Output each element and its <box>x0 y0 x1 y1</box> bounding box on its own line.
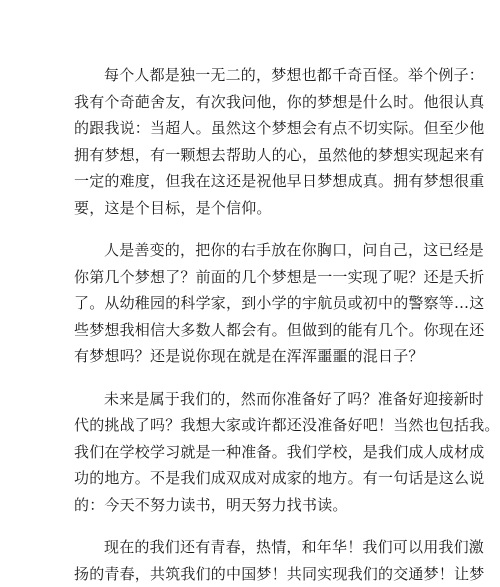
text-line: 功的地方。不是我们成双成对成家的地方。有一句话是这么说 <box>74 465 426 492</box>
text-line: 你第几个梦想了？前面的几个梦想是一一实现了呢？还是夭折 <box>74 264 426 291</box>
paragraph-1 <box>74 62 426 221</box>
text-line: 未来是属于我们的，然而你准备好了吗？准备好迎接新时 <box>74 386 426 413</box>
paragraph-2 <box>74 237 426 370</box>
text-line: 要，这是个目标，是个信仰。 <box>74 195 426 222</box>
text-line: 些梦想我相信大多数人都会有。但做到的能有几个。你现在还 <box>74 317 426 344</box>
text-line: 拥有梦想，有一颗想去帮助人的心，虽然他的梦想实现起来有 <box>74 142 426 169</box>
text-line: 每个人都是独一无二的，梦想也都千奇百怪。举个例子： <box>74 62 426 89</box>
text-line: 扬的青春，共筑我们的中国梦！共同实现我们的交通梦！让梦 <box>74 561 426 587</box>
paragraph-4 <box>74 534 426 587</box>
text-line: 现在的我们还有青春，热情，和年华！我们可以用我们激 <box>74 534 426 561</box>
text-line: 有梦想吗？还是说你现在就是在浑浑噩噩的混日子？ <box>74 343 426 370</box>
text-line: 代的挑战了吗？我想大家或许都还没准备好吧！当然也包括我。 <box>74 412 426 439</box>
text-line: 我有个奇葩舍友，有次我问他，你的梦想是什么时。他很认真 <box>74 89 426 116</box>
document-body <box>74 62 426 587</box>
text-line: 人是善变的，把你的右手放在你胸口，问自己，这已经是 <box>74 237 426 264</box>
text-line: 了。从幼稚园的科学家，到小学的宇航员或初中的警察等…这 <box>74 290 426 317</box>
text-line: 一定的难度，但我在这还是祝他早日梦想成真。拥有梦想很重 <box>74 168 426 195</box>
paragraph-3 <box>74 386 426 519</box>
text-line: 的：今天不努力读书，明天努力找书读。 <box>74 492 426 519</box>
text-line: 的跟我说：当超人。虽然这个梦想会有点不切实际。但至少他 <box>74 115 426 142</box>
text-line: 我们在学校学习就是一种准备。我们学校，是我们成人成材成 <box>74 439 426 466</box>
